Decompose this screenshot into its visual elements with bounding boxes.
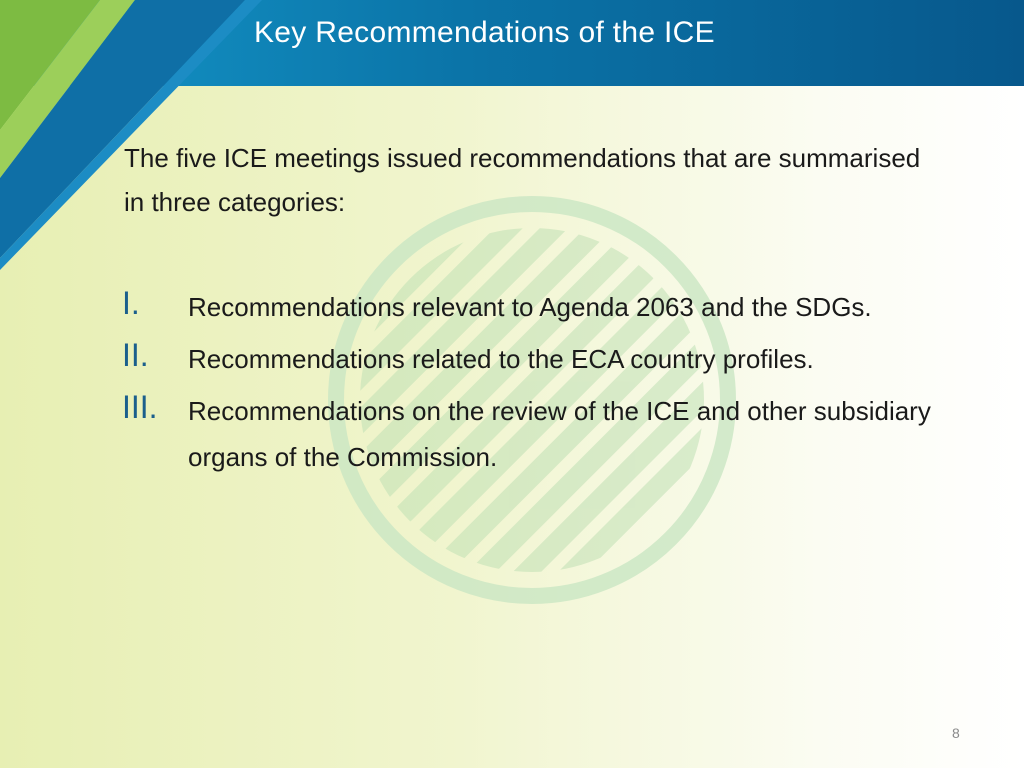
corner-decoration [0,0,270,270]
recommendation-list [122,284,942,486]
slide-title: Key Recommendations of the ICE [254,16,715,49]
list-numeral: III. [122,389,158,425]
list-numeral: II. [122,337,149,373]
list-item-text: Recommendations on the review of the ICE and other subsidiary organs of the Commission. [188,396,931,472]
page-number: 8 [952,725,960,741]
list-item [122,284,942,330]
intro-text: The five ICE meetings issued recommendations that are summarised in three categories: [124,143,921,217]
list-item [122,388,942,480]
list-item-text: Recommendations relevant to Agenda 2063 and the SDGs. [188,292,872,322]
list-item-text: Recommendations related to the ECA country profiles. [188,344,814,374]
list-numeral: I. [122,285,140,321]
list-item [122,336,942,382]
